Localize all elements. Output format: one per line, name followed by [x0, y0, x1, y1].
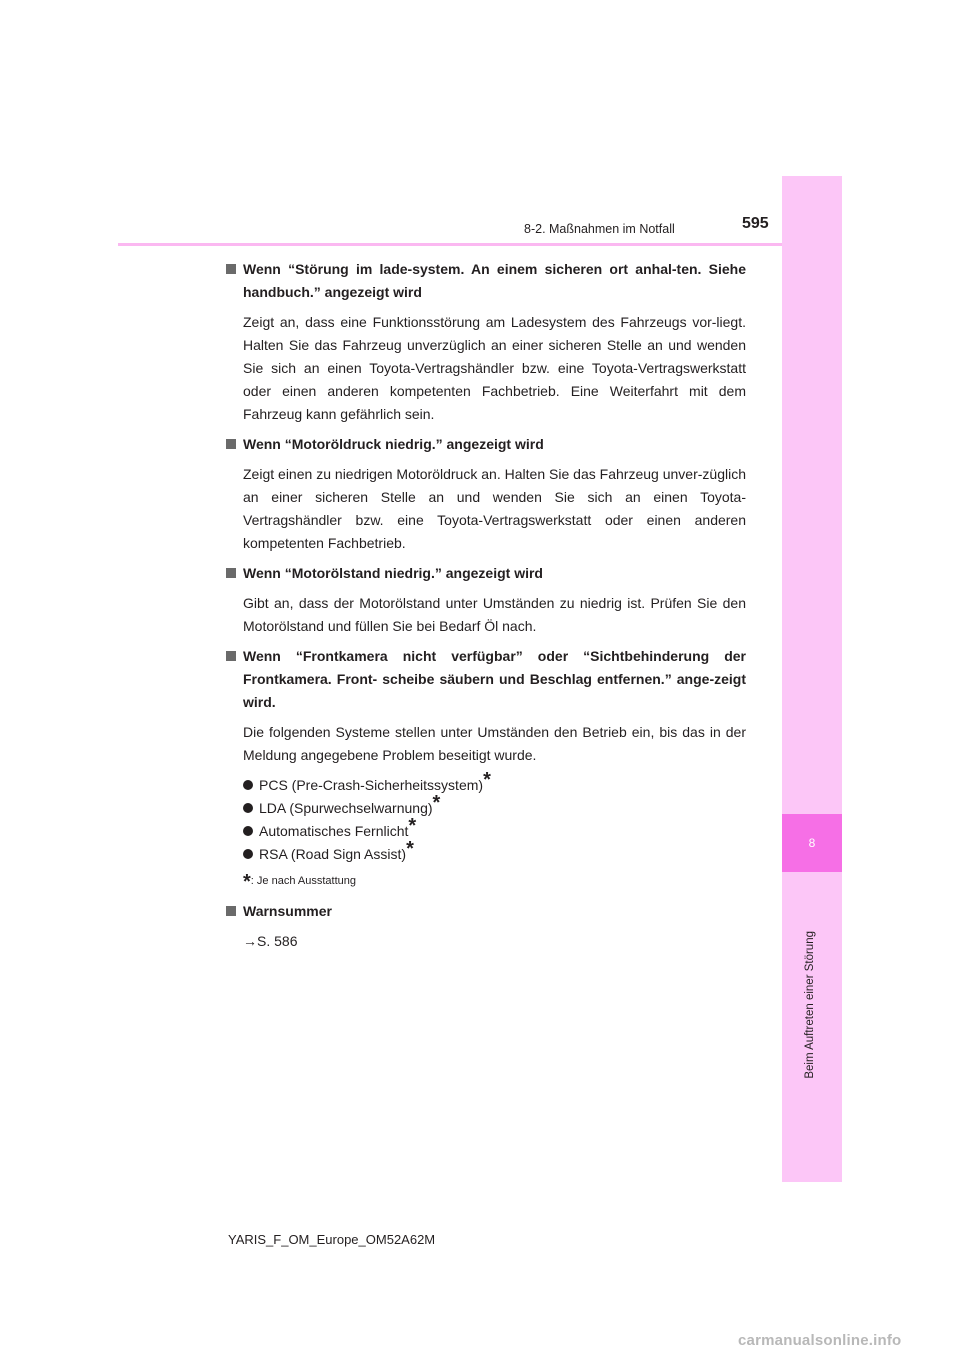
- footnote-marker: *: [406, 838, 414, 860]
- chapter-title: Beim Auftreten einer Störung: [804, 931, 816, 1079]
- footnote-text: : Je nach Ausstattung: [250, 875, 356, 887]
- square-bullet-icon: [226, 264, 236, 274]
- footnote-marker: *: [432, 792, 441, 814]
- square-bullet-icon: [226, 568, 236, 578]
- footnote-marker: *: [243, 871, 251, 893]
- page-number: 595: [742, 215, 769, 232]
- item-title: Wenn “Motoröldruck niedrig.” angezeigt wird: [226, 433, 746, 456]
- list-item: RSA (Road Sign Assist)*: [243, 843, 746, 866]
- item-body: Zeigt an, dass eine Funktionsstörung am Ladesystem des Fahrzeugs vor-liegt. Halten Sie das Fahrzeug unverzüglich an einer sicheren Stelle an und wenden Sie sich an einen Toyota-Vertragshändler bzw. eine Toyota-Vertragswerkstatt oder einen anderen kompetenten Fachbetrieb. Eine Weiterfahrt mit dem Fahrzeug kann gefährlich sein.: [243, 314, 746, 422]
- document-id: YARIS_F_OM_Europe_OM52A62M: [228, 1232, 436, 1247]
- system-list: [226, 769, 746, 866]
- section-reference: 8-2. Maßnahmen im Notfall: [524, 222, 675, 236]
- bullet-dot-icon: [243, 780, 253, 790]
- item-body: Zeigt einen zu niedrigen Motoröldruck an. Halten Sie das Fahrzeug unver-züglich an einer sicheren Stelle an und wenden Sie sich an einen Toyota-Vertragshändler bzw. eine Toyota-Vertragswerkstatt oder einen anderen kompetenten Fachbetrieb.: [243, 466, 746, 551]
- square-bullet-icon: [226, 439, 236, 449]
- list-item: PCS (Pre-Crash-Sicherheitssystem)*: [243, 774, 746, 797]
- watermark: carmanualsonline.info: [738, 1332, 902, 1349]
- item-title: Wenn “Frontkamera nicht verfügbar” oder “Sichtbehinderung der Frontkamera. Front- scheibe säubern und Beschlag entfernen.” ange-zeigt wird.: [226, 645, 746, 714]
- chapter-number: 8: [808, 836, 816, 850]
- item-title: Warnsummer: [226, 900, 746, 923]
- bullet-dot-icon: [243, 849, 253, 859]
- list-item: Automatisches Fernlicht*: [243, 820, 746, 843]
- item-title: Wenn “Störung im lade-system. An einem sicheren ort anhal-ten. Siehe handbuch.” angezeigt wird: [226, 258, 746, 304]
- item-body: Gibt an, dass der Motorölstand unter Umständen zu niedrig ist. Prüfen Sie den Motorölstand und füllen Sie bei Bedarf Öl nach.: [243, 595, 746, 634]
- square-bullet-icon: [226, 651, 236, 661]
- page-reference-link[interactable]: →S. 586: [243, 933, 298, 949]
- header-divider: [118, 243, 782, 246]
- list-item: LDA (Spurwechselwarnung)*: [243, 797, 746, 820]
- footnote-marker: *: [408, 815, 417, 837]
- bullet-dot-icon: [243, 803, 253, 813]
- item-body: Die folgenden Systeme stellen unter Umständen den Betrieb ein, bis das in der Meldung angegebene Problem beseitigt wurde.: [243, 724, 746, 763]
- square-bullet-icon: [226, 906, 236, 916]
- bullet-dot-icon: [243, 826, 253, 836]
- footnote-marker: *: [483, 769, 491, 791]
- chapter-number-tab: [782, 814, 842, 872]
- chapter-title-tab: [800, 900, 820, 1110]
- page-content: [226, 258, 746, 953]
- footnote: [226, 870, 746, 892]
- item-title: Wenn “Motorölstand niedrig.” angezeigt wird: [226, 562, 746, 585]
